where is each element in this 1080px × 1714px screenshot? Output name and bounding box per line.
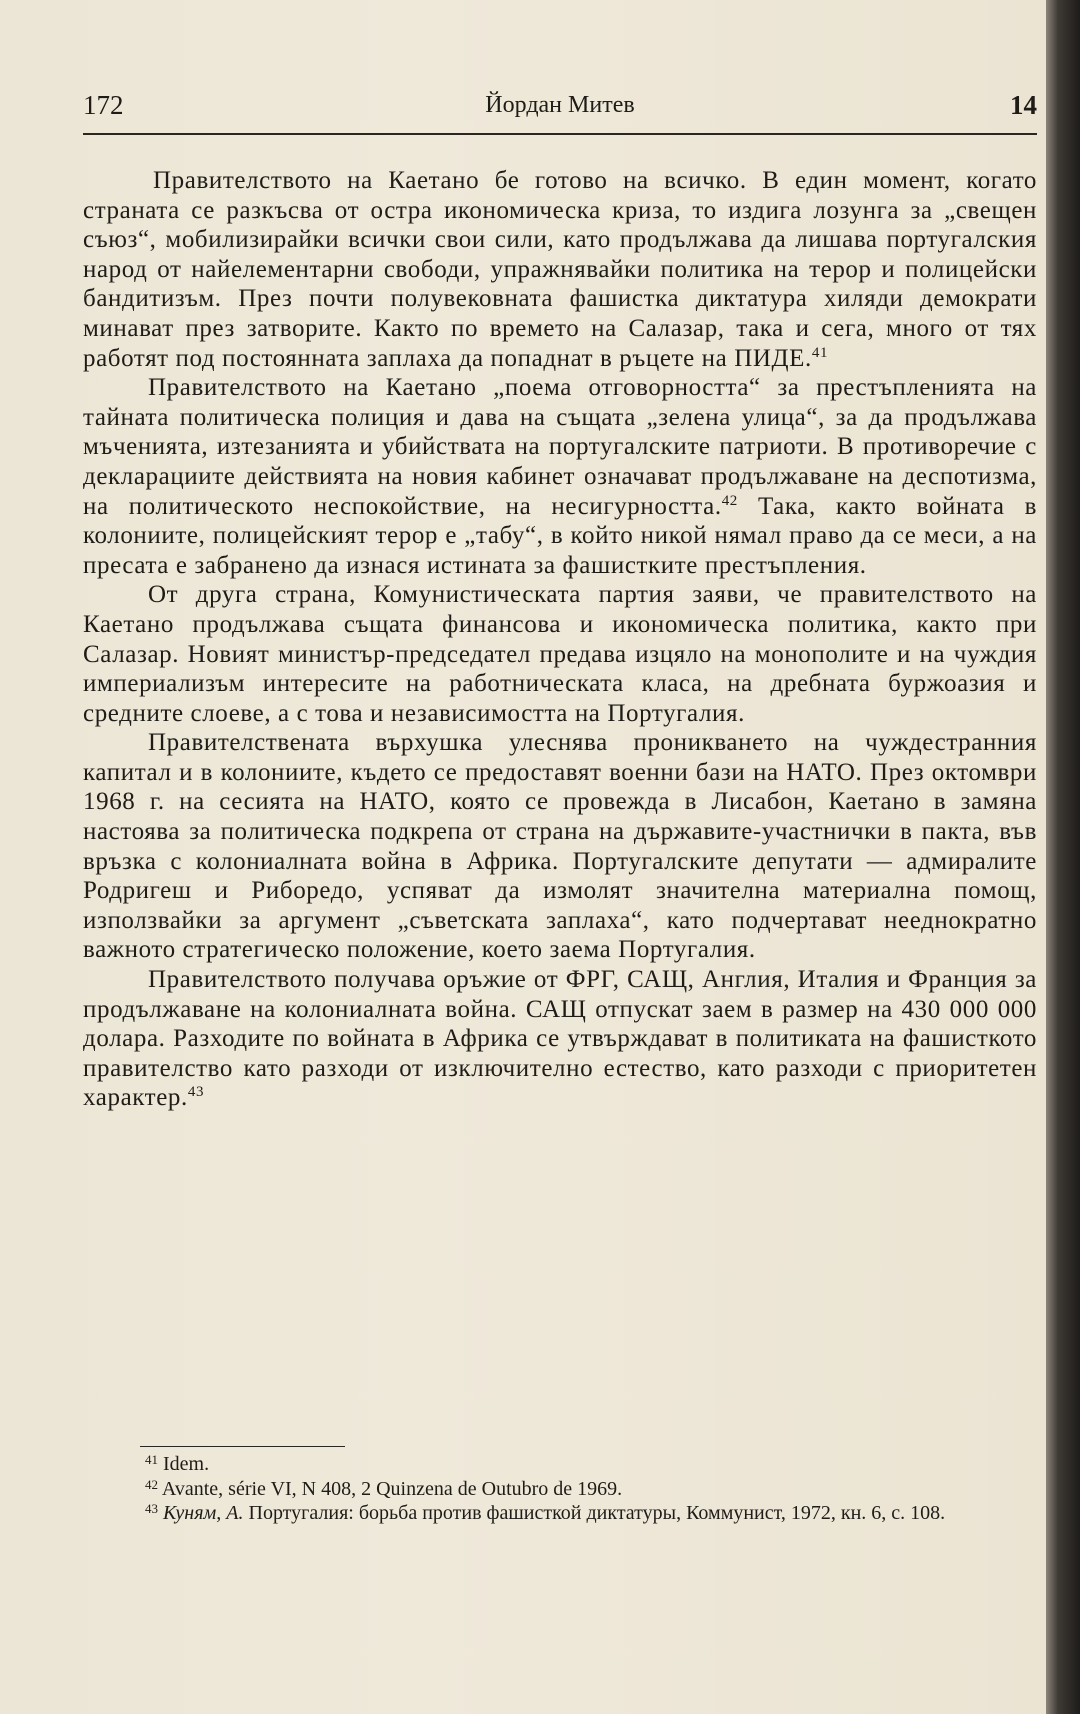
footnote-number: 43	[145, 1501, 158, 1516]
paragraph-text: От друга страна, Комунистическата партия заяви, че правителството на Каетано продължава същата финансова и икономическа политика, както при Салазар. Новият министър-председател предава изцяло на монополите и на чуждия империализъм интересите на работническата класа, на дребната буржоазия и средните слоеве, а с това и независимостта на Португалия.	[83, 581, 1037, 727]
footnote-author: Куням, А.	[163, 1502, 244, 1524]
paragraph-text: Така, както войната в колониите, полицейският терор е „табу“, в който никой нямал право да се меси, а на пресата е забранено да изнася истината за фашистките престъпления.	[83, 492, 1037, 579]
body-text	[83, 166, 1037, 1113]
footnote-text: Португалия: борьба против фашисткой диктатуры, Коммунист, 1972, кн. 6, с. 108.	[243, 1502, 946, 1524]
chapter-number: 14	[1010, 90, 1037, 120]
footnote-ref: 41	[811, 344, 829, 361]
footnote-43	[83, 1501, 1037, 1526]
footnotes	[83, 1452, 1037, 1526]
footnote-text: Avante, série VI, N 408, 2 Quinzena de Outubro de 1969.	[161, 1477, 623, 1500]
running-title: Йордан Митев	[485, 92, 635, 118]
paragraph-1	[83, 166, 1037, 373]
footnote-number: 42	[145, 1476, 158, 1492]
page-header	[83, 88, 1037, 128]
footnote-42	[83, 1477, 1037, 1502]
footnote-number: 41	[145, 1452, 158, 1467]
footnote-rule	[140, 1446, 345, 1447]
paragraph-text: Правителството получава оръжие от ФРГ, САЩ, Англия, Италия и Франция за продължаване на колониалната война. САЩ отпускат заем в размер на 430 000 000 долара. Разходите по войната в Африка се утвърждават в политиката на фашисткото правителство като разходи от изключително естество, като разходи с приоритетен характер.	[83, 966, 1037, 1112]
page-number: 172	[83, 90, 124, 120]
paragraph-4	[83, 728, 1037, 965]
paragraph-text: Правителството на Каетано бе готово на всичко. В един момент, когато страната се разкъсва от остра икономическа криза, то издига лозунга за „свещен съюз“, мобилизирайки всички свои сили, като продължава да лишава португалския народ от найелементарни свободи, упражнявайки политика на терор и полицейски бандитизъм. През почти полувековната фашистка диктатура хиляди демократи минават през затворите. Както по времето на Салазар, така и сега, много от тях работят под постоянната заплаха да попаднат в ръцете на ПИДЕ.	[83, 167, 1037, 372]
paragraph-text: Правителството на Каетано „поема отговорността“ за престъпленията на тайната политическа полиция и дава на същата „зелена улица“, за да продължава мъченията, изтезанията и убийствата на португалските патриоти. В противоречие с декларациите действията на новия кабинет означават продължаване на деспотизма, на политическото неспокойствие, на несигурността.	[83, 374, 1037, 520]
paragraph-5	[83, 965, 1037, 1113]
header-rule	[83, 133, 1037, 135]
paragraph-3	[83, 580, 1037, 728]
footnote-41	[83, 1452, 1037, 1477]
footnote-text: Idem.	[163, 1453, 210, 1475]
book-spine-shadow	[1046, 0, 1080, 1714]
footnote-ref: 42	[721, 492, 738, 509]
footnote-ref: 43	[187, 1084, 205, 1101]
paragraph-text: Правителствената върхушка улеснява проникването на чуждестранния капитал и в колониите, където се предоставят военни бази на НАТО. През октомври 1968 г. на сесията на НАТО, която се провежда в Лисабон, Каетано в замяна настоява за политическа подкрепа от страна на държавите-участнички в пакта, във връзка с колониалната война в Африка. Португалските депутати — адмиралите Родригеш и Рибоpедо, успяват да измолят значителна материална помощ, използвайки за аргумент „съветската заплаха“, като подчертават нееднократно важното стратегическо положение, което заема Португалия.	[83, 729, 1037, 964]
paragraph-2	[83, 373, 1037, 580]
